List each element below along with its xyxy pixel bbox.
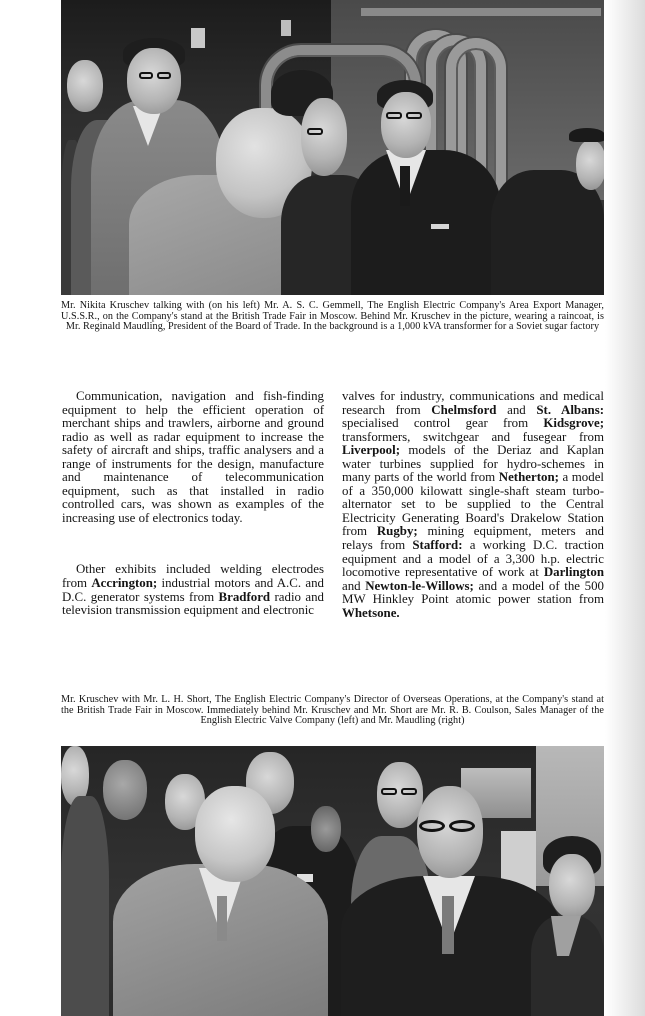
place-chelmsford: Chelmsford (431, 402, 497, 417)
face (67, 60, 103, 112)
face-woman (549, 854, 595, 918)
face-gemmell (381, 92, 431, 158)
face-kruschev (195, 786, 275, 882)
place-kidsgrove: Kidsgrove; (543, 416, 604, 431)
face (103, 760, 147, 820)
place-accrington: Accrington; (91, 576, 158, 591)
place-bradford: Bradford (218, 589, 271, 604)
face (576, 140, 604, 190)
place-rugby: Rugby; (376, 524, 418, 539)
place-st-albans: St. Albans: (536, 402, 604, 417)
face (311, 806, 341, 852)
tie (442, 896, 454, 954)
coat (61, 796, 109, 1016)
paragraph-electronics: Communication, navigation and fish-finding equipment to help the efficient operation of merchant ships and trawlers, airborne and ground radio as well as radar equipment to increase the safety of aircraft and ships, traffic analysers and a range of instruments for the design, manufacture and maintenance of telecommunication equipment, such as that installed in radio controlled cars, was shown as examples of the increasing use of electronics today. (62, 389, 324, 525)
background-light (281, 20, 291, 36)
hat (569, 128, 604, 142)
glasses-icon (386, 112, 402, 119)
paragraph-continued: valves for industry, communications and medical research from Chelmsford and St. Albans: specialised control gear from Kidsgrove; transformers, switchgear and fusegear from Liverpool; models of the Deriaz and Kaplan water turbines supplied for hydro-schemes in many parts of the world from Netherton; a model of a 350,000 kilowatt single-shaft steam turbo-alternator set to be supplied to the Central Electricity Generating Board's Drakelow Station from Rugby; mining equipment, meters and relays from Stafford: a working D.C. traction equipment and a model of a 3,300 h.p. electric locomotive representative of work at Darlington and Newton-le-Willows; and a model of the 500 MW Hinkley Point atomic power station from Whetsone. (342, 389, 605, 620)
photo-caption-bottom: Mr. Kruschev with Mr. L. H. Short, The English Electric Company's Director of Overseas Operations, at the Company's stand at the British Trade Fair in Moscow. Immediately behind Mr. Kruschev and Mr. Short are Mr. R. B. Coulson, Sales Manager of the English Electric Valve Company (left) and Mr. Maudling (right) (61, 694, 604, 727)
tie (217, 896, 227, 941)
glasses-icon (401, 788, 417, 795)
photo-kruschev-transformer (61, 0, 604, 295)
glasses-icon (307, 128, 323, 135)
glasses-icon (381, 788, 397, 795)
paragraph-other-exhibits: Other exhibits included welding electrodes from Accrington; industrial motors and A.C. and D.C. generator systems from Bradford radio and television transmission equipment and electronic (62, 562, 324, 618)
glasses-icon (449, 820, 475, 832)
photo-kruschev-short (61, 746, 604, 1016)
background-light (191, 28, 205, 48)
body-column-right (342, 390, 604, 620)
face-short (417, 786, 483, 878)
pocket-square (431, 224, 449, 229)
transformer-rail (361, 8, 601, 16)
photo-caption-top: Mr. Nikita Kruschev talking with (on his left) Mr. A. S. C. Gemmell, The English Electric Company's Area Export Manager, U.S.S.R., on the Company's stand at the British Trade Fair in Moscow. Behind Mr. Kruschev in the picture, wearing a raincoat, is Mr. Reginald Maudling, President of the Board of Trade. In the background is a 1,000 kVA transformer for a Soviet sugar factory (61, 300, 604, 333)
place-netherton: Netherton; (498, 470, 559, 485)
glasses-icon (139, 72, 153, 79)
face-maudling (127, 48, 181, 114)
glasses-icon (419, 820, 445, 832)
tie (400, 166, 410, 206)
place-liverpool: Liverpool; (342, 443, 401, 458)
glasses-icon (406, 112, 422, 119)
place-newton-le-willows: Newton-le-Willows; (365, 578, 474, 593)
face (301, 98, 347, 176)
body-column-left (62, 390, 324, 618)
dark-suit-gemmell (351, 150, 501, 295)
place-darlington: Darlington (543, 565, 604, 580)
place-stafford: Stafford: (412, 538, 463, 553)
face-coulson (377, 762, 423, 828)
page-edge-shadow (605, 0, 645, 1016)
place-whetsone: Whetsone. (342, 605, 400, 620)
glasses-icon (157, 72, 171, 79)
